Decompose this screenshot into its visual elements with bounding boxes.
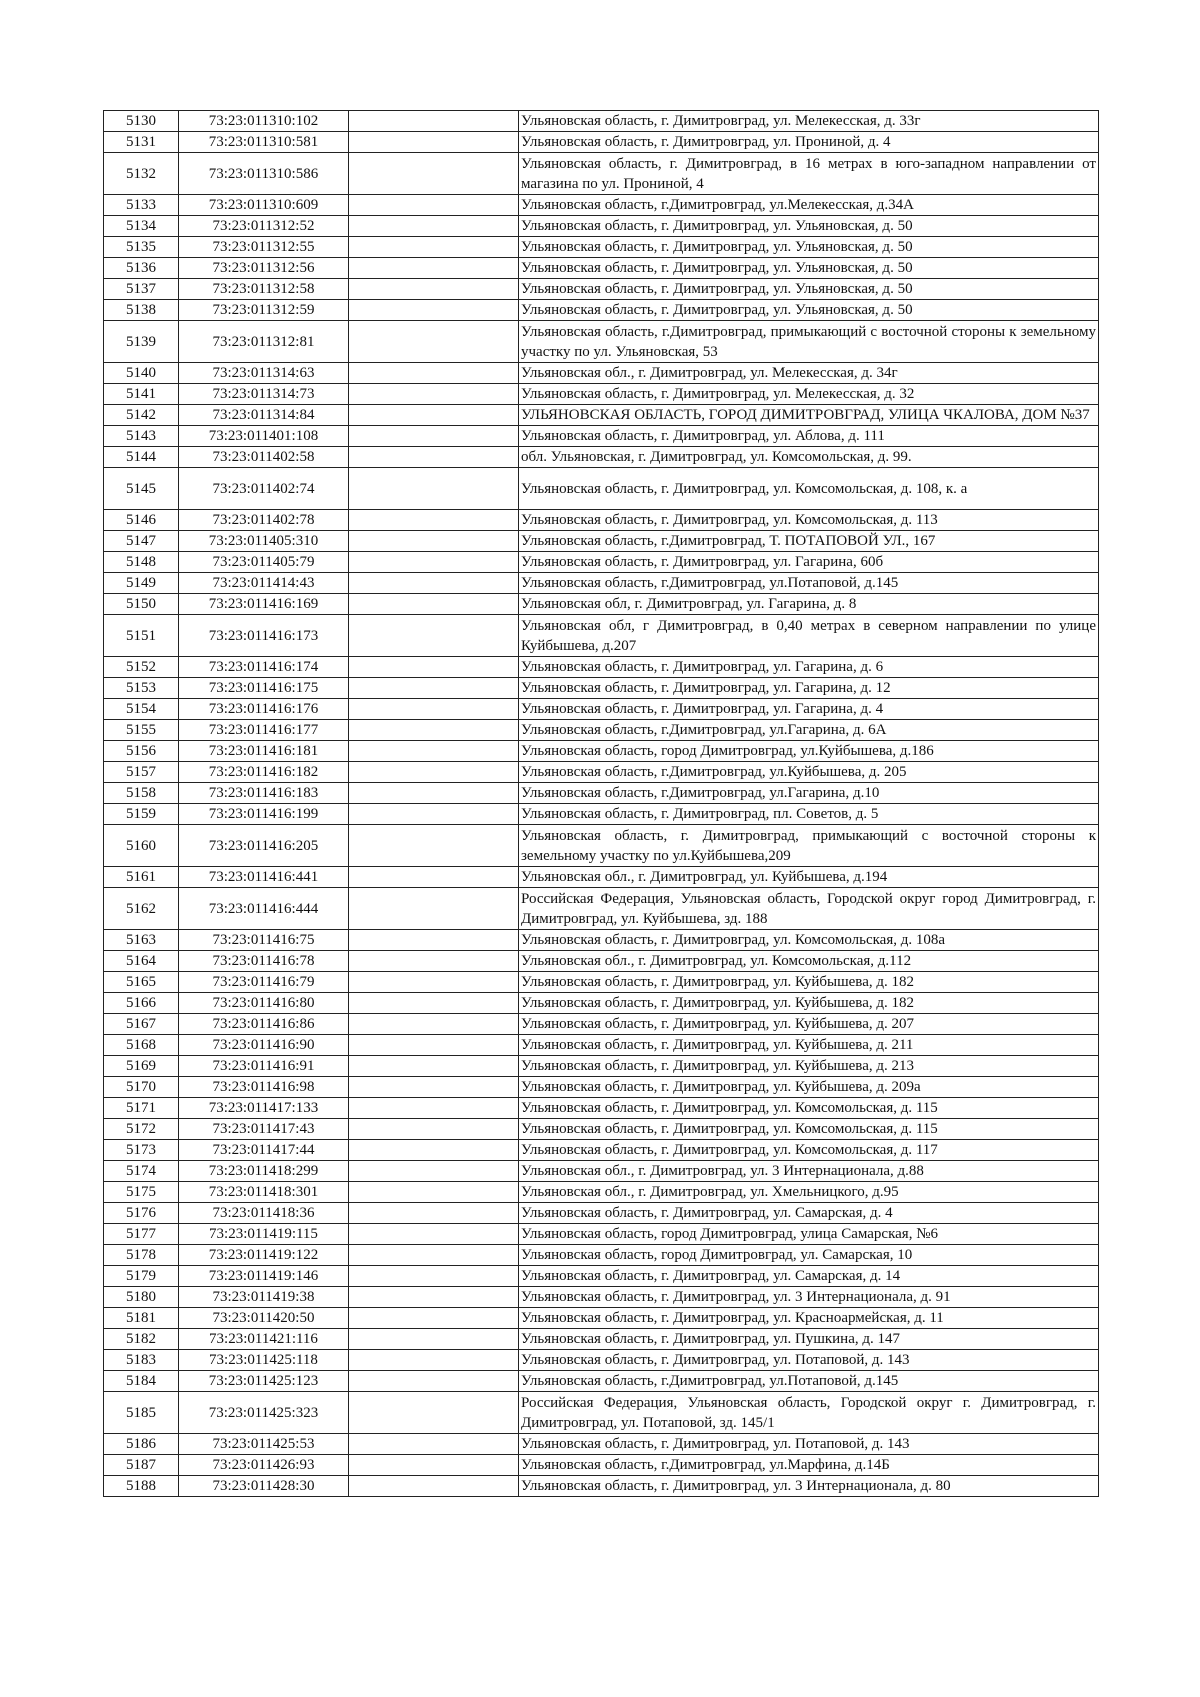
cadastral-number-cell: 73:23:011402:78 [179,510,349,531]
cadastral-number-cell: 73:23:011426:93 [179,1455,349,1476]
address-cell: Ульяновская область, г. Димитровград, ул. Пушкина, д. 147 [519,1329,1099,1350]
address-cell: Ульяновская область, город Димитровград, улица Самарская, №6 [519,1224,1099,1245]
cadastral-number-cell: 73:23:011416:176 [179,699,349,720]
address-cell: Ульяновская область, г. Димитровград, в 16 метрах в юго-западном направлении от магазина по ул. Прониной, 4 [519,153,1099,195]
row-number-cell: 5136 [104,258,179,279]
cadastral-number-cell: 73:23:011402:58 [179,447,349,468]
row-number-cell: 5162 [104,888,179,930]
address-cell: Ульяновская область, г. Димитровград, ул. Куйбышева, д. 209а [519,1077,1099,1098]
table-row [104,258,1099,279]
address-cell: Ульяновская область, г. Димитровград, ул. Комсомольская, д. 117 [519,1140,1099,1161]
cadastral-number-cell: 73:23:011416:75 [179,930,349,951]
row-number-cell: 5145 [104,468,179,510]
table-row [104,405,1099,426]
cadastral-number-cell: 73:23:011416:86 [179,1014,349,1035]
table-row [104,1098,1099,1119]
row-number-cell: 5150 [104,594,179,615]
empty-cell [349,1392,519,1434]
empty-cell [349,1035,519,1056]
empty-cell [349,1182,519,1203]
table-row [104,1203,1099,1224]
empty-cell [349,993,519,1014]
address-cell: Ульяновская обл., г. Димитровград, ул. Комсомольская, д.112 [519,951,1099,972]
row-number-cell: 5185 [104,1392,179,1434]
cadastral-number-cell: 73:23:011418:301 [179,1182,349,1203]
empty-cell [349,195,519,216]
cadastral-number-cell: 73:23:011420:50 [179,1308,349,1329]
empty-cell [349,1287,519,1308]
table-row [104,867,1099,888]
cadastral-number-cell: 73:23:011416:181 [179,741,349,762]
cadastral-number-cell: 73:23:011402:74 [179,468,349,510]
address-cell: Ульяновская область, г. Димитровград, ул. Красноармейская, д. 11 [519,1308,1099,1329]
table-row [104,1140,1099,1161]
cadastral-number-cell: 73:23:011310:581 [179,132,349,153]
address-cell: Ульяновская область, г. Димитровград, ул. Самарская, д. 14 [519,1266,1099,1287]
row-number-cell: 5133 [104,195,179,216]
row-number-cell: 5137 [104,279,179,300]
address-cell: Российская Федерация, Ульяновская область, Городской округ город Димитровград, г. Димитровград, ул. Куйбышева, зд. 188 [519,888,1099,930]
table-row [104,216,1099,237]
cadastral-number-cell: 73:23:011416:177 [179,720,349,741]
row-number-cell: 5181 [104,1308,179,1329]
cadastral-number-cell: 73:23:011312:55 [179,237,349,258]
address-cell: Ульяновская обл., г. Димитровград, ул. Мелекесская, д. 34г [519,363,1099,384]
cadastral-number-cell: 73:23:011310:586 [179,153,349,195]
row-number-cell: 5160 [104,825,179,867]
empty-cell [349,1014,519,1035]
address-cell: Ульяновская область, г. Димитровград, ул. Куйбышева, д. 213 [519,1056,1099,1077]
address-cell: Ульяновская область, г. Димитровград, ул. Ульяновская, д. 50 [519,216,1099,237]
table-row [104,741,1099,762]
table-row [104,363,1099,384]
empty-cell [349,447,519,468]
cadastral-number-cell: 73:23:011419:122 [179,1245,349,1266]
table-row [104,384,1099,405]
empty-cell [349,1077,519,1098]
empty-cell [349,1056,519,1077]
row-number-cell: 5179 [104,1266,179,1287]
row-number-cell: 5142 [104,405,179,426]
empty-cell [349,930,519,951]
empty-cell [349,615,519,657]
address-cell: Ульяновская область, г. Димитровград, ул. Ульяновская, д. 50 [519,258,1099,279]
row-number-cell: 5187 [104,1455,179,1476]
row-number-cell: 5163 [104,930,179,951]
row-number-cell: 5177 [104,1224,179,1245]
cadastral-number-cell: 73:23:011416:174 [179,657,349,678]
address-cell: Ульяновская область, г.Димитровград, ул.Гагарина, д. 6А [519,720,1099,741]
cadastral-number-cell: 73:23:011314:84 [179,405,349,426]
address-cell: Ульяновская область, г.Димитровград, ул.Потаповой, д.145 [519,1371,1099,1392]
table-row [104,447,1099,468]
table-row [104,153,1099,195]
row-number-cell: 5166 [104,993,179,1014]
cadastral-number-cell: 73:23:011312:81 [179,321,349,363]
cadastral-number-cell: 73:23:011419:115 [179,1224,349,1245]
row-number-cell: 5155 [104,720,179,741]
empty-cell [349,867,519,888]
row-number-cell: 5188 [104,1476,179,1497]
cadastral-number-cell: 73:23:011416:173 [179,615,349,657]
row-number-cell: 5169 [104,1056,179,1077]
table-row [104,300,1099,321]
empty-cell [349,405,519,426]
row-number-cell: 5176 [104,1203,179,1224]
table-row [104,804,1099,825]
row-number-cell: 5147 [104,531,179,552]
cadastral-number-cell: 73:23:011418:36 [179,1203,349,1224]
address-cell: Ульяновская область, г. Димитровград, ул. Потаповой, д. 143 [519,1434,1099,1455]
row-number-cell: 5138 [104,300,179,321]
address-cell: Ульяновская область, г. Димитровград, ул. Куйбышева, д. 182 [519,972,1099,993]
table-row [104,1329,1099,1350]
cadastral-number-cell: 73:23:011312:56 [179,258,349,279]
table-row [104,111,1099,132]
row-number-cell: 5140 [104,363,179,384]
table-row [104,321,1099,363]
table-row [104,1119,1099,1140]
cadastral-number-cell: 73:23:011416:79 [179,972,349,993]
address-cell: Ульяновская область, г. Димитровград, ул. Самарская, д. 4 [519,1203,1099,1224]
table-row [104,1476,1099,1497]
table-row [104,993,1099,1014]
table-row [104,930,1099,951]
empty-cell [349,132,519,153]
table-row [104,699,1099,720]
empty-cell [349,237,519,258]
empty-cell [349,216,519,237]
empty-cell [349,825,519,867]
empty-cell [349,1224,519,1245]
empty-cell [349,657,519,678]
address-cell: Ульяновская область, г. Димитровград, ул. Куйбышева, д. 182 [519,993,1099,1014]
row-number-cell: 5139 [104,321,179,363]
empty-cell [349,1098,519,1119]
empty-cell [349,1119,519,1140]
cadastral-number-cell: 73:23:011312:52 [179,216,349,237]
cadastral-number-cell: 73:23:011405:310 [179,531,349,552]
address-cell: Российская Федерация, Ульяновская область, Городской округ г. Димитровград, г. Димитровград, ул. Потаповой, зд. 145/1 [519,1392,1099,1434]
row-number-cell: 5135 [104,237,179,258]
cadastral-number-cell: 73:23:011416:98 [179,1077,349,1098]
row-number-cell: 5165 [104,972,179,993]
address-cell: Ульяновская обл., г. Димитровград, ул. Куйбышева, д.194 [519,867,1099,888]
address-cell: Ульяновская область, г. Димитровград, ул. Прониной, д. 4 [519,132,1099,153]
address-cell: Ульяновская область, г.Димитровград, ул.Гагарина, д.10 [519,783,1099,804]
empty-cell [349,888,519,930]
empty-cell [349,762,519,783]
row-number-cell: 5148 [104,552,179,573]
address-cell: Ульяновская область, г. Димитровград, ул. 3 Интернационала, д. 91 [519,1287,1099,1308]
table-row [104,1245,1099,1266]
address-cell: Ульяновская область, г.Димитровград, ул.Потаповой, д.145 [519,573,1099,594]
empty-cell [349,153,519,195]
table-row [104,1434,1099,1455]
cadastral-number-cell: 73:23:011419:38 [179,1287,349,1308]
address-cell: Ульяновская обл., г. Димитровград, ул. Хмельницкого, д.95 [519,1182,1099,1203]
table-row [104,1224,1099,1245]
table-row [104,783,1099,804]
empty-cell [349,678,519,699]
address-cell: Ульяновская область, г. Димитровград, ул. Мелекесская, д. 32 [519,384,1099,405]
table-row [104,1371,1099,1392]
cadastral-number-cell: 73:23:011425:118 [179,1350,349,1371]
cadastral-number-cell: 73:23:011416:90 [179,1035,349,1056]
cadastral-number-cell: 73:23:011405:79 [179,552,349,573]
row-number-cell: 5178 [104,1245,179,1266]
table-row [104,1455,1099,1476]
row-number-cell: 5141 [104,384,179,405]
empty-cell [349,1476,519,1497]
table-row [104,825,1099,867]
address-cell: Ульяновская область, г.Димитровград, примыкающий с восточной стороны к земельному участку по ул. Ульяновская, 53 [519,321,1099,363]
cadastral-number-cell: 73:23:011417:43 [179,1119,349,1140]
table-row [104,195,1099,216]
cadastral-number-cell: 73:23:011416:444 [179,888,349,930]
empty-cell [349,321,519,363]
row-number-cell: 5168 [104,1035,179,1056]
row-number-cell: 5146 [104,510,179,531]
address-cell: Ульяновская обл, г Димитровград, в 0,40 метрах в северном направлении по улице Куйбышева, д.207 [519,615,1099,657]
cadastral-number-cell: 73:23:011312:58 [179,279,349,300]
empty-cell [349,426,519,447]
row-number-cell: 5132 [104,153,179,195]
table-row [104,1308,1099,1329]
row-number-cell: 5175 [104,1182,179,1203]
row-number-cell: 5134 [104,216,179,237]
row-number-cell: 5159 [104,804,179,825]
cadastral-number-cell: 73:23:011416:183 [179,783,349,804]
address-cell: Ульяновская область, г. Димитровград, ул. Ульяновская, д. 50 [519,237,1099,258]
table-row [104,1014,1099,1035]
empty-cell [349,1140,519,1161]
empty-cell [349,111,519,132]
cadastral-number-cell: 73:23:011417:133 [179,1098,349,1119]
empty-cell [349,594,519,615]
address-cell: Ульяновская область, г. Димитровград, ул. Гагарина, д. 4 [519,699,1099,720]
empty-cell [349,1161,519,1182]
row-number-cell: 5131 [104,132,179,153]
table-row [104,1056,1099,1077]
row-number-cell: 5180 [104,1287,179,1308]
empty-cell [349,363,519,384]
table-row [104,594,1099,615]
table-row [104,1161,1099,1182]
row-number-cell: 5154 [104,699,179,720]
row-number-cell: 5153 [104,678,179,699]
cadastral-number-cell: 73:23:011401:108 [179,426,349,447]
table-row [104,237,1099,258]
empty-cell [349,573,519,594]
address-cell: Ульяновская область, г. Димитровград, ул. Ульяновская, д. 50 [519,300,1099,321]
address-cell: Ульяновская область, г.Димитровград, ул.Куйбышева, д. 205 [519,762,1099,783]
address-cell: Ульяновская область, г. Димитровград, ул. Мелекесская, д. 33г [519,111,1099,132]
address-cell: Ульяновская область, г. Димитровград, примыкающий с восточной стороны к земельному участку по ул.Куйбышева,209 [519,825,1099,867]
address-cell: обл. Ульяновская, г. Димитровград, ул. Комсомольская, д. 99. [519,447,1099,468]
empty-cell [349,1350,519,1371]
row-number-cell: 5186 [104,1434,179,1455]
address-cell: Ульяновская область, г. Димитровград, ул. Комсомольская, д. 108, к. а [519,468,1099,510]
cadastral-number-cell: 73:23:011416:80 [179,993,349,1014]
address-cell: Ульяновская область, г.Димитровград, Т. ПОТАПОВОЙ УЛ., 167 [519,531,1099,552]
cadastral-number-cell: 73:23:011425:323 [179,1392,349,1434]
address-cell: Ульяновская обл, г. Димитровград, ул. Гагарина, д. 8 [519,594,1099,615]
row-number-cell: 5156 [104,741,179,762]
cadastral-number-cell: 73:23:011419:146 [179,1266,349,1287]
row-number-cell: 5164 [104,951,179,972]
address-cell: Ульяновская область, город Димитровград, ул.Куйбышева, д.186 [519,741,1099,762]
row-number-cell: 5144 [104,447,179,468]
table-row [104,762,1099,783]
cadastral-number-cell: 73:23:011428:30 [179,1476,349,1497]
empty-cell [349,699,519,720]
table-row [104,1182,1099,1203]
address-cell: Ульяновская область, г. Димитровград, ул. Гагарина, д. 6 [519,657,1099,678]
empty-cell [349,552,519,573]
row-number-cell: 5184 [104,1371,179,1392]
table-row [104,678,1099,699]
cadastral-number-cell: 73:23:011417:44 [179,1140,349,1161]
empty-cell [349,1455,519,1476]
empty-cell [349,468,519,510]
empty-cell [349,804,519,825]
address-cell: Ульяновская область, г. Димитровград, ул. Аблова, д. 111 [519,426,1099,447]
address-cell: Ульяновская область, г. Димитровград, ул. Гагарина, д. 12 [519,678,1099,699]
table-row [104,468,1099,510]
cadastral-number-cell: 73:23:011416:169 [179,594,349,615]
table-row [104,888,1099,930]
cadastral-number-cell: 73:23:011310:609 [179,195,349,216]
table-row [104,552,1099,573]
table-row [104,1350,1099,1371]
empty-cell [349,1203,519,1224]
empty-cell [349,1371,519,1392]
row-number-cell: 5171 [104,1098,179,1119]
address-cell: УЛЬЯНОВСКАЯ ОБЛАСТЬ, ГОРОД ДИМИТРОВГРАД, УЛИЦА ЧКАЛОВА, ДОМ №37 [519,405,1099,426]
address-cell: Ульяновская область, г. Димитровград, ул. Комсомольская, д. 108а [519,930,1099,951]
cadastral-number-cell: 73:23:011310:102 [179,111,349,132]
cadastral-number-cell: 73:23:011416:91 [179,1056,349,1077]
address-cell: Ульяновская область, г. Димитровград, пл. Советов, д. 5 [519,804,1099,825]
empty-cell [349,510,519,531]
empty-cell [349,384,519,405]
table-row [104,426,1099,447]
address-cell: Ульяновская область, г.Димитровград, ул.Мелекесская, д.34А [519,195,1099,216]
table-row [104,1035,1099,1056]
empty-cell [349,951,519,972]
address-cell: Ульяновская область, г.Димитровград, ул.Марфина, д.14Б [519,1455,1099,1476]
empty-cell [349,1245,519,1266]
address-cell: Ульяновская область, г. Димитровград, ул. Комсомольская, д. 115 [519,1098,1099,1119]
table-row [104,1266,1099,1287]
table-body [104,111,1099,1497]
address-cell: Ульяновская область, г. Димитровград, ул. Куйбышева, д. 207 [519,1014,1099,1035]
table-row [104,531,1099,552]
table-row [104,132,1099,153]
row-number-cell: 5174 [104,1161,179,1182]
cadastral-table [103,110,1099,1497]
empty-cell [349,783,519,804]
row-number-cell: 5130 [104,111,179,132]
table-row [104,573,1099,594]
table-row [104,279,1099,300]
address-cell: Ульяновская область, г. Димитровград, ул. Потаповой, д. 143 [519,1350,1099,1371]
cadastral-number-cell: 73:23:011312:59 [179,300,349,321]
row-number-cell: 5157 [104,762,179,783]
empty-cell [349,300,519,321]
empty-cell [349,741,519,762]
cadastral-number-cell: 73:23:011416:441 [179,867,349,888]
row-number-cell: 5170 [104,1077,179,1098]
row-number-cell: 5173 [104,1140,179,1161]
address-cell: Ульяновская область, город Димитровград, ул. Самарская, 10 [519,1245,1099,1266]
cadastral-number-cell: 73:23:011314:63 [179,363,349,384]
empty-cell [349,279,519,300]
cadastral-number-cell: 73:23:011425:123 [179,1371,349,1392]
table-row [104,510,1099,531]
row-number-cell: 5143 [104,426,179,447]
cadastral-number-cell: 73:23:011416:182 [179,762,349,783]
table-row [104,615,1099,657]
cadastral-number-cell: 73:23:011414:43 [179,573,349,594]
empty-cell [349,258,519,279]
row-number-cell: 5167 [104,1014,179,1035]
empty-cell [349,531,519,552]
address-cell: Ульяновская область, г. Димитровград, ул. Куйбышева, д. 211 [519,1035,1099,1056]
table-row [104,1077,1099,1098]
table-row [104,951,1099,972]
row-number-cell: 5151 [104,615,179,657]
cadastral-number-cell: 73:23:011416:199 [179,804,349,825]
address-cell: Ульяновская область, г. Димитровград, ул. Комсомольская, д. 115 [519,1119,1099,1140]
cadastral-number-cell: 73:23:011416:175 [179,678,349,699]
table-row [104,657,1099,678]
table-row [104,1392,1099,1434]
table-row [104,972,1099,993]
cadastral-number-cell: 73:23:011416:78 [179,951,349,972]
empty-cell [349,720,519,741]
cadastral-number-cell: 73:23:011421:116 [179,1329,349,1350]
cadastral-number-cell: 73:23:011314:73 [179,384,349,405]
row-number-cell: 5149 [104,573,179,594]
address-cell: Ульяновская область, г. Димитровград, ул. Гагарина, 60б [519,552,1099,573]
row-number-cell: 5182 [104,1329,179,1350]
row-number-cell: 5161 [104,867,179,888]
address-cell: Ульяновская область, г. Димитровград, ул. Ульяновская, д. 50 [519,279,1099,300]
address-cell: Ульяновская область, г. Димитровград, ул. Комсомольская, д. 113 [519,510,1099,531]
cadastral-number-cell: 73:23:011416:205 [179,825,349,867]
row-number-cell: 5172 [104,1119,179,1140]
address-cell: Ульяновская область, г. Димитровград, ул. 3 Интернационала, д. 80 [519,1476,1099,1497]
address-cell: Ульяновская обл., г. Димитровград, ул. 3 Интернационала, д.88 [519,1161,1099,1182]
cadastral-number-cell: 73:23:011418:299 [179,1161,349,1182]
empty-cell [349,1266,519,1287]
row-number-cell: 5152 [104,657,179,678]
empty-cell [349,1434,519,1455]
empty-cell [349,972,519,993]
cadastral-number-cell: 73:23:011425:53 [179,1434,349,1455]
empty-cell [349,1308,519,1329]
table-row [104,1287,1099,1308]
row-number-cell: 5158 [104,783,179,804]
table-row [104,720,1099,741]
row-number-cell: 5183 [104,1350,179,1371]
empty-cell [349,1329,519,1350]
